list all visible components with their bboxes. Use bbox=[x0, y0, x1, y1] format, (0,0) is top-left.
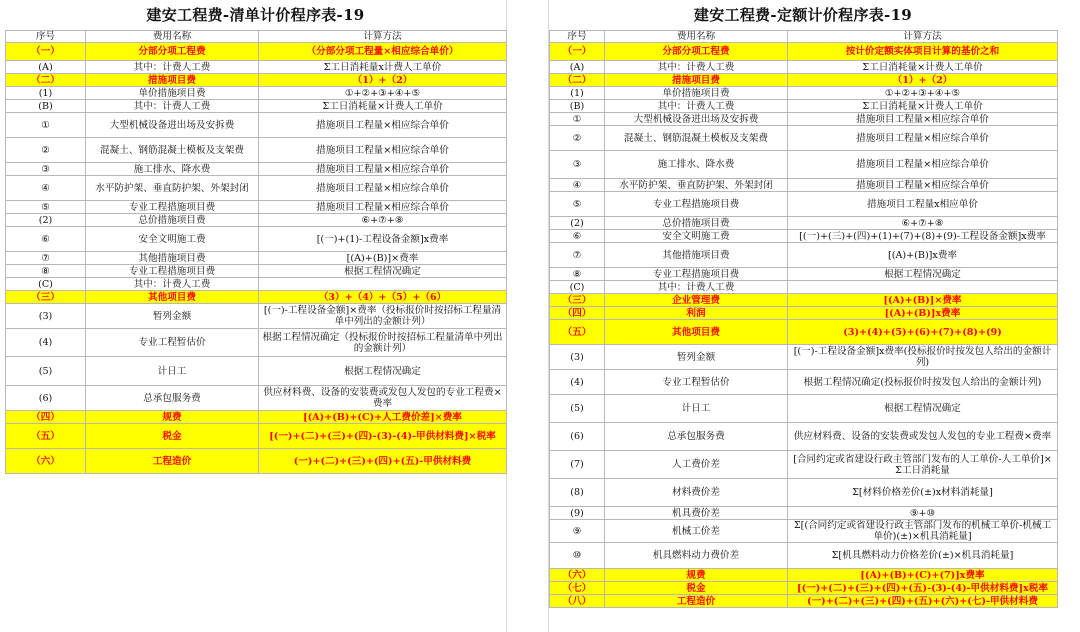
calc-method-cell: Σ工日消耗量×计费人工单价 bbox=[259, 100, 507, 113]
row-number-cell: (4) bbox=[6, 329, 86, 357]
left-table bbox=[5, 30, 507, 474]
cost-name-cell: 总价措施项目费 bbox=[86, 214, 259, 227]
cost-name-cell: 水平防护架、垂直防护架、外架封闭 bbox=[86, 176, 259, 201]
calc-method-cell: [(A)+(B)]×费率 bbox=[259, 252, 507, 265]
row-number-cell: ⑧ bbox=[550, 268, 605, 281]
table-row bbox=[550, 281, 1058, 294]
cost-name-cell: 人工费价差 bbox=[605, 451, 788, 479]
cost-name-cell: 暂列金额 bbox=[605, 345, 788, 370]
cost-name-cell: 机具燃料动力费价差 bbox=[605, 543, 788, 569]
cost-name-cell: 规费 bbox=[86, 411, 259, 424]
row-number-cell: (6) bbox=[6, 386, 86, 411]
cost-name-cell: 专业工程措施项目费 bbox=[605, 192, 788, 217]
table-row bbox=[550, 423, 1058, 451]
row-number-cell: (5) bbox=[550, 395, 605, 423]
row-number-cell: ⑩ bbox=[550, 543, 605, 569]
cost-name-cell: 专业工程措施项目费 bbox=[86, 201, 259, 214]
cost-name-cell: 其中：计费人工费 bbox=[605, 61, 788, 74]
row-number-cell: (B) bbox=[550, 100, 605, 113]
header-row bbox=[550, 31, 1058, 43]
calc-method-cell: [(A)+(B)]x费率 bbox=[788, 243, 1058, 268]
cost-name-cell: 总承包服务费 bbox=[605, 423, 788, 451]
calc-method-cell: (一)+(二)+(三)+(四)+(五)-甲供材料费 bbox=[259, 449, 507, 474]
cost-name-cell: 措施项目费 bbox=[605, 74, 788, 87]
calc-method-cell: (3)+(4)+(5)+(6)+(7)+(8)+(9) bbox=[788, 320, 1058, 345]
header-cell-no: 序号 bbox=[6, 31, 86, 43]
calc-method-cell: Σ工日消耗量×计费人工单价 bbox=[788, 100, 1058, 113]
table-row bbox=[6, 214, 507, 227]
row-number-cell: ③ bbox=[6, 163, 86, 176]
calc-method-cell: [(一)+(二)+(三)+(四)-(3)-(4)-甲供材料费]×税率 bbox=[259, 424, 507, 449]
cost-name-cell: 分部分项工程费 bbox=[605, 43, 788, 61]
calc-method-cell: （1）+（2） bbox=[788, 74, 1058, 87]
row-number-cell: (3) bbox=[6, 304, 86, 329]
calc-method-cell: 根据工程情况确定 bbox=[259, 265, 507, 278]
calc-method-cell: 根据工程情况确定 bbox=[259, 357, 507, 386]
row-number-cell: ④ bbox=[550, 179, 605, 192]
cost-name-cell: 总价措施项目费 bbox=[605, 217, 788, 230]
cost-name-cell: 税金 bbox=[86, 424, 259, 449]
calc-method-cell: 措施项目工程量×相应综合单价 bbox=[788, 151, 1058, 179]
cost-name-cell: 其中：计费人工费 bbox=[605, 100, 788, 113]
row-number-cell: （三） bbox=[550, 294, 605, 307]
table-row bbox=[6, 304, 507, 329]
table-row bbox=[550, 507, 1058, 520]
row-number-cell: ⑤ bbox=[6, 201, 86, 214]
row-number-cell: (1) bbox=[550, 87, 605, 100]
calc-method-cell: 措施项目工程量×相应综合单价 bbox=[259, 176, 507, 201]
table-row bbox=[550, 520, 1058, 543]
table-row bbox=[6, 61, 507, 74]
header-cell-method: 计算方法 bbox=[259, 31, 507, 43]
calc-method-cell: (一)+(二)+(三)+(四)+(五)+(六)+(七)-甲供材料费 bbox=[788, 595, 1058, 608]
calc-method-cell: Σ工日消耗量x计费人工单价 bbox=[259, 61, 507, 74]
calc-method-cell: ⑥+⑦+⑧ bbox=[788, 217, 1058, 230]
row-number-cell: (C) bbox=[550, 281, 605, 294]
row-number-cell: （一） bbox=[6, 43, 86, 61]
row-number-cell: （三） bbox=[6, 291, 86, 304]
cost-name-cell: 机械工价差 bbox=[605, 520, 788, 543]
calc-method-cell: Σ工日消耗量×计费人工单价 bbox=[788, 61, 1058, 74]
cost-name-cell: 安全文明施工费 bbox=[86, 227, 259, 252]
table-row bbox=[6, 74, 507, 87]
cost-name-cell: 水平防护架、垂直防护架、外架封闭 bbox=[605, 179, 788, 192]
row-number-cell: (B) bbox=[6, 100, 86, 113]
row-number-cell: ② bbox=[550, 126, 605, 151]
cost-name-cell: 工程造价 bbox=[86, 449, 259, 474]
table-row bbox=[550, 294, 1058, 307]
row-number-cell: ① bbox=[550, 113, 605, 126]
table-row bbox=[550, 192, 1058, 217]
cost-name-cell: 计日工 bbox=[605, 395, 788, 423]
cost-name-cell: 专业工程暂估价 bbox=[86, 329, 259, 357]
table-row bbox=[550, 595, 1058, 608]
table-row bbox=[6, 87, 507, 100]
table-row bbox=[550, 307, 1058, 320]
cost-name-cell: 税金 bbox=[605, 582, 788, 595]
table-row bbox=[6, 138, 507, 163]
table-row bbox=[6, 265, 507, 278]
calc-method-cell: 措施项目工程量×相应综合单价 bbox=[788, 113, 1058, 126]
cost-name-cell: 安全文明施工费 bbox=[605, 230, 788, 243]
calc-method-cell: [(A)+(B)+(C)+人工费价差]×费率 bbox=[259, 411, 507, 424]
calc-method-cell: （1）+（2） bbox=[259, 74, 507, 87]
calc-method-cell: [合同约定或省建设行政主管部门发布的人工单价-人工单价]×Σ工日消耗量 bbox=[788, 451, 1058, 479]
calc-method-cell: [(A)+(B)]x费率 bbox=[788, 307, 1058, 320]
table-row bbox=[550, 320, 1058, 345]
row-number-cell: (6) bbox=[550, 423, 605, 451]
row-number-cell: (9) bbox=[550, 507, 605, 520]
left-sheet bbox=[5, 0, 506, 474]
row-number-cell: ① bbox=[6, 113, 86, 138]
row-number-cell: ⑧ bbox=[6, 265, 86, 278]
row-number-cell: （二） bbox=[550, 74, 605, 87]
table-row bbox=[550, 87, 1058, 100]
calc-method-cell: [(一)+(三)+(四)+(1)+(7)+(8)+(9)-工程设备金额]x费率 bbox=[788, 230, 1058, 243]
cost-name-cell: 其中：计费人工费 bbox=[86, 100, 259, 113]
calc-method-cell: [(一)-工程设备金额]×费率（投标报价时按招标工程量清单中列出的金额计列） bbox=[259, 304, 507, 329]
table-row bbox=[550, 179, 1058, 192]
table-row bbox=[6, 163, 507, 176]
row-number-cell: （五） bbox=[6, 424, 86, 449]
right-sheet-title: 建安工程费-定额计价程序表-19 bbox=[693, 6, 913, 24]
cost-name-cell: 规费 bbox=[605, 569, 788, 582]
cost-name-cell: 大型机械设备进出场及安拆费 bbox=[605, 113, 788, 126]
calc-method-cell: ①+②+③+④+⑤ bbox=[259, 87, 507, 100]
cost-name-cell: 其他措施项目费 bbox=[605, 243, 788, 268]
cost-name-cell: 混凝土、钢筋混凝土模板及支架费 bbox=[86, 138, 259, 163]
table-row bbox=[550, 151, 1058, 179]
row-number-cell: （六） bbox=[550, 569, 605, 582]
table-row bbox=[6, 176, 507, 201]
row-number-cell: ⑥ bbox=[6, 227, 86, 252]
row-number-cell: ⑦ bbox=[6, 252, 86, 265]
table-row bbox=[550, 582, 1058, 595]
table-row bbox=[550, 345, 1058, 370]
calc-method-cell: Σ[材料价格差价(±)x材料消耗量] bbox=[788, 479, 1058, 507]
calc-method-cell: 根据工程情况确定 bbox=[788, 395, 1058, 423]
calc-method-cell bbox=[788, 281, 1058, 294]
table-row bbox=[550, 451, 1058, 479]
header-cell-name: 费用名称 bbox=[86, 31, 259, 43]
header-cell-name: 费用名称 bbox=[605, 31, 788, 43]
calc-method-cell: 措施项目工程量×相应综合单价 bbox=[259, 113, 507, 138]
calc-method-cell bbox=[259, 278, 507, 291]
cost-name-cell: 计日工 bbox=[86, 357, 259, 386]
table-row bbox=[550, 61, 1058, 74]
table-row bbox=[550, 370, 1058, 395]
cost-name-cell: 其中：计费人工费 bbox=[86, 61, 259, 74]
row-number-cell: ⑦ bbox=[550, 243, 605, 268]
row-number-cell: (2) bbox=[550, 217, 605, 230]
row-number-cell: ③ bbox=[550, 151, 605, 179]
table-row bbox=[550, 395, 1058, 423]
calc-method-cell: ⑥+⑦+⑧ bbox=[259, 214, 507, 227]
row-number-cell: （八） bbox=[550, 595, 605, 608]
calc-method-cell: ⑨+⑩ bbox=[788, 507, 1058, 520]
calc-method-cell: ①+②+③+④+⑤ bbox=[788, 87, 1058, 100]
table-row bbox=[6, 278, 507, 291]
cost-name-cell: 专业工程暂估价 bbox=[605, 370, 788, 395]
row-number-cell: ⑥ bbox=[550, 230, 605, 243]
cost-name-cell: 工程造价 bbox=[605, 595, 788, 608]
row-number-cell: （四） bbox=[550, 307, 605, 320]
calc-method-cell: [(A)+(B)+(C)+(7)]x费率 bbox=[788, 569, 1058, 582]
cost-name-cell: 机具费价差 bbox=[605, 507, 788, 520]
calc-method-cell: 措施项目工程量×相应综合单价 bbox=[259, 163, 507, 176]
calc-method-cell: 措施项目工程量×相应综合单价 bbox=[788, 126, 1058, 151]
row-number-cell: ⑤ bbox=[550, 192, 605, 217]
calc-method-cell: [(一)-工程设备金额]x费率(投标报价时按发包人给出的金额计列) bbox=[788, 345, 1058, 370]
cost-name-cell: 总承包服务费 bbox=[86, 386, 259, 411]
calc-method-cell: [(一)+(1)-工程设备金额]x费率 bbox=[259, 227, 507, 252]
row-number-cell: (4) bbox=[550, 370, 605, 395]
table-row bbox=[550, 113, 1058, 126]
calc-method-cell: [(A)+(B)]×费率 bbox=[788, 294, 1058, 307]
table-row bbox=[550, 217, 1058, 230]
cost-name-cell: 单价措施项目费 bbox=[86, 87, 259, 100]
table-row bbox=[550, 479, 1058, 507]
row-number-cell: (8) bbox=[550, 479, 605, 507]
table-row bbox=[550, 74, 1058, 87]
calc-method-cell: 供应材料费、设备的安装费或发包人发包的专业工程费×费率 bbox=[259, 386, 507, 411]
cost-name-cell: 材料费价差 bbox=[605, 479, 788, 507]
header-row bbox=[6, 31, 507, 43]
table-row bbox=[550, 126, 1058, 151]
row-number-cell: (2) bbox=[6, 214, 86, 227]
table-row bbox=[6, 329, 507, 357]
cost-name-cell: 混凝土、钢筋混凝土模板及支架费 bbox=[605, 126, 788, 151]
table-row bbox=[550, 100, 1058, 113]
table-row bbox=[6, 252, 507, 265]
calc-method-cell: Σ[(合同约定或省建设行政主管部门发布的机械工单价-机械工单价)(±)×机具消耗量] bbox=[788, 520, 1058, 543]
row-number-cell: (3) bbox=[550, 345, 605, 370]
row-number-cell: (5) bbox=[6, 357, 86, 386]
calc-method-cell: 根据工程情况确定 bbox=[788, 268, 1058, 281]
calc-method-cell: 措施项目工程量×相应综合单价 bbox=[259, 138, 507, 163]
row-number-cell: (C) bbox=[6, 278, 86, 291]
row-number-cell: (7) bbox=[550, 451, 605, 479]
calc-method-cell: 供应材料费、设备的安装费或发包人发包的专业工程费×费率 bbox=[788, 423, 1058, 451]
cost-name-cell: 其他措施项目费 bbox=[86, 252, 259, 265]
cost-name-cell: 单价措施项目费 bbox=[605, 87, 788, 100]
cost-name-cell: 施工排水、降水费 bbox=[86, 163, 259, 176]
table-row bbox=[6, 43, 507, 61]
cost-name-cell: 其中：计费人工费 bbox=[605, 281, 788, 294]
table-row bbox=[6, 100, 507, 113]
table-row bbox=[550, 43, 1058, 61]
cost-name-cell: 其他项目费 bbox=[86, 291, 259, 304]
table-row bbox=[6, 291, 507, 304]
calc-method-cell: [(一)+(二)+(三)+(四)+(五)-(3)-(4)-甲供材料费]x税率 bbox=[788, 582, 1058, 595]
row-number-cell: (A) bbox=[6, 61, 86, 74]
cost-name-cell: 企业管理费 bbox=[605, 294, 788, 307]
cost-name-cell: 专业工程措施项目费 bbox=[86, 265, 259, 278]
left-sheet-title: 建安工程费-清单计价程序表-19 bbox=[146, 6, 365, 24]
table-row bbox=[6, 449, 507, 474]
table-row bbox=[6, 227, 507, 252]
row-number-cell: （五） bbox=[550, 320, 605, 345]
table-row bbox=[550, 230, 1058, 243]
row-number-cell: (A) bbox=[550, 61, 605, 74]
table-row bbox=[6, 424, 507, 449]
calc-method-cell: Σ[机具燃料动力价格差价(±)×机具消耗量] bbox=[788, 543, 1058, 569]
row-number-cell: （二） bbox=[6, 74, 86, 87]
row-number-cell: （六） bbox=[6, 449, 86, 474]
row-number-cell: (1) bbox=[6, 87, 86, 100]
row-number-cell: （一） bbox=[550, 43, 605, 61]
calc-method-cell: （分部分项工程量×相应综合单价） bbox=[259, 43, 507, 61]
right-table bbox=[549, 30, 1058, 608]
table-row bbox=[6, 113, 507, 138]
table-row bbox=[6, 201, 507, 214]
row-number-cell: ⑨ bbox=[550, 520, 605, 543]
cost-name-cell: 施工排水、降水费 bbox=[605, 151, 788, 179]
calc-method-cell: 按计价定额实体项目计算的基价之和 bbox=[788, 43, 1058, 61]
cost-name-cell: 专业工程措施项目费 bbox=[605, 268, 788, 281]
right-sheet bbox=[549, 0, 1057, 608]
table-row bbox=[550, 243, 1058, 268]
row-number-cell: （七） bbox=[550, 582, 605, 595]
table-row bbox=[550, 543, 1058, 569]
row-number-cell: ② bbox=[6, 138, 86, 163]
table-row bbox=[6, 411, 507, 424]
cost-name-cell: 其他项目费 bbox=[605, 320, 788, 345]
calc-method-cell: （3）+（4）+（5）+（6） bbox=[259, 291, 507, 304]
calc-method-cell: 措施项目工程量x相应单价 bbox=[788, 192, 1058, 217]
table-row bbox=[6, 357, 507, 386]
calc-method-cell: 措施项目工程量×相应综合单价 bbox=[788, 179, 1058, 192]
cost-name-cell: 措施项目费 bbox=[86, 74, 259, 87]
table-row bbox=[6, 386, 507, 411]
header-cell-no: 序号 bbox=[550, 31, 605, 43]
table-row bbox=[550, 569, 1058, 582]
cost-name-cell: 其中：计费人工费 bbox=[86, 278, 259, 291]
cost-name-cell: 大型机械设备进出场及安拆费 bbox=[86, 113, 259, 138]
row-number-cell: （四） bbox=[6, 411, 86, 424]
calc-method-cell: 措施项目工程量×相应综合单价 bbox=[259, 201, 507, 214]
cost-name-cell: 分部分项工程费 bbox=[86, 43, 259, 61]
cost-name-cell: 利润 bbox=[605, 307, 788, 320]
row-number-cell: ④ bbox=[6, 176, 86, 201]
calc-method-cell: 根据工程情况确定（投标报价时按招标工程量清单中列出的金额计列） bbox=[259, 329, 507, 357]
cost-name-cell: 暂列金额 bbox=[86, 304, 259, 329]
table-row bbox=[550, 268, 1058, 281]
header-cell-method: 计算方法 bbox=[788, 31, 1058, 43]
calc-method-cell: 根据工程情况确定(投标报价时按发包人给出的金额计列) bbox=[788, 370, 1058, 395]
